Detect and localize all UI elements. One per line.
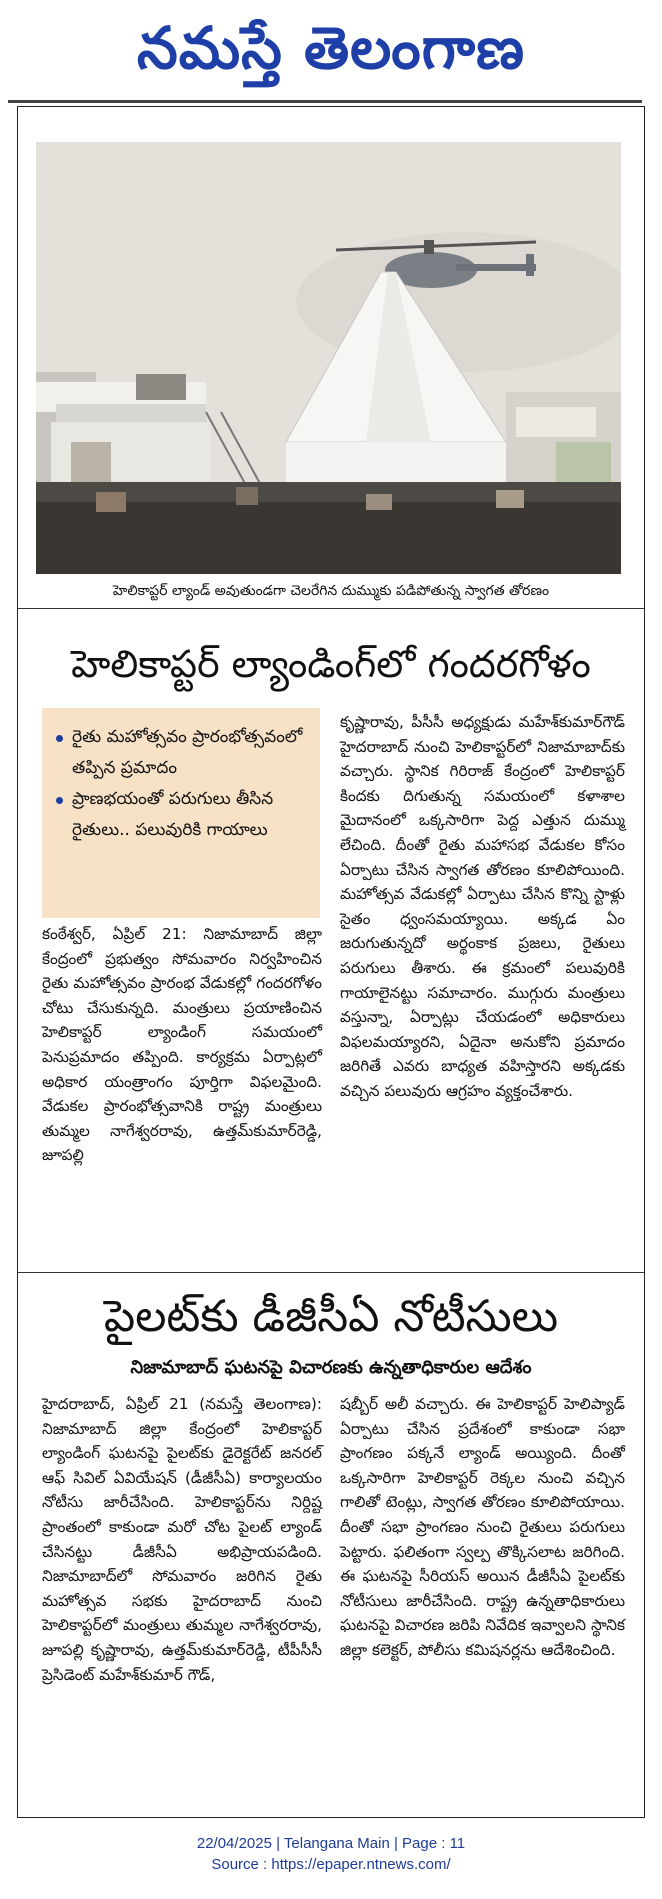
story2-left-column [42,1392,322,1687]
story2-right-text: షబ్బీర్ అలీ వచ్చారు. ఈ హెలికాప్టర్ హెలిప్యాడ్ ఏర్పాటు చేసిన ప్రదేశంలో కాకుండా సభా ప్రాంగణం పక్కనే ల్యాండ్ అయ్యింది. దీంతో ఒక్కసారిగా హెలికాప్టర్ రెక్కల నుంచి వచ్చిన గాలితో టెంట్లు, స్వాగత తోరణం కూలిపోయాయి. దీంతో సభా ప్రాంగణం నుంచి రైతులు పరుగులు పెట్టారు. ఫలితంగా స్వల్ప తొక్కిసలాట జరిగింది. ఈ ఘటనపై సీరియస్ అయిన డీజీసీఏ పైలట్‌కు నోటీసులు జారీచేసింది. రాష్ట్ర ఉన్నతాధికారులు ఘటనపై విచారణ జరిపి నివేదిక ఇవ్వాలని స్థానిక జిల్లా కలెక్టర్, పోలీసు కమిషనర్లను ఆదేశించింది. [340,1395,625,1659]
highlight-item [54,784,310,846]
story1-headline: హెలికాప్టర్ ల్యాండింగ్‌లో గందరగోళం [71,642,591,686]
highlight-text: రైతు మహోత్సవం ప్రారంభోత్సవంలో తప్పిన ప్రమాదం [72,727,303,778]
story2-left-text: హైదరాబాద్, ఏప్రిల్ 21 (నమస్తే తెలంగాణ): నిజామాబాద్ జిల్లా కేంద్రంలో హెలికాప్టర్ ల్యాండింగ్ ఘటనపై పైలట్‌కు డైరెక్టరేట్ జనరల్ ఆఫ్ సివిల్ ఏవియేషన్ (డీజీసీఏ) కార్యాలయం నోటీసు జారీచేసింది. హెలికాప్టర్‌ను నిర్దిష్ట ప్రాంతంలో కాకుండా మరో చోట పైలట్ ల్యాండ్ చేసినట్టు డీజీసీఏ అభిప్రాయపడింది. నిజామాబాద్‌లో సోమవారం జరిగిన రైతు మహోత్సవ సభకు హైదరాబాద్ నుంచి హెలికాప్టర్‌లో మంత్రులు తుమ్మల నాగేశ్వరరావు, జూపల్లి కృష్ణారావు, ఉత్తమ్‌కుమార్‌రెడ్డి, టీపీసీసీ ప్రెసిడెంట్ మహేశ్‌కుమార్ గౌడ్, [42,1395,322,1684]
story2-right-column [340,1392,625,1663]
caption-divider [17,608,645,609]
photo-caption: హెలికాప్టర్ ల్యాండ్ అవుతుండగా చెలరేగిన దుమ్ముకు పడిపోతున్న స్వాగత తోరణం [112,583,550,599]
story1-left-text: కంఠేశ్వర్, ఏప్రిల్ 21: నిజామాబాద్ జిల్లా కేంద్రంలో ప్రభుత్వం సోమవారం నిర్వహించిన రైతు మహోత్సవం ప్రారంభ వేడుకల్లో గందరగోళం చోటు చేసుకున్నది. మంత్రులు ప్రయాణించిన హెలికాప్టర్ ల్యాండింగ్ సమయంలో పెనుప్రమాదం తప్పింది. కార్యక్రమ ఏర్పాట్లలో అధికార యంత్రాంగం పూర్తిగా విఫలమైంది. వేడుకల ప్రారంభోత్సవానికి రాష్ట్ర మంత్రులు తుమ్మల నాగేశ్వరరావు, ఉత్తమ్‌కుమార్‌రెడ్డి, జూపల్లి [42,925,322,1165]
story-divider [17,1272,645,1273]
highlight-text: ప్రాణభయంతో పరుగులు తీసిన రైతులు.. పలువురికి గాయాలు [72,789,274,840]
bullet-icon [56,735,63,742]
page-footer [0,1833,662,1875]
story1-right-column [340,710,625,1104]
bullet-icon [56,797,63,804]
story2-subheadline: నిజామాబాద్ ఘటనపై విచారణకు ఉన్నతాధికారుల ఆదేశం [130,1357,532,1378]
story1-left-column [42,922,322,1168]
story1-right-text: కృష్ణారావు, పీసీసీ అధ్యక్షుడు మహేశ్‌కుమార్‌గౌడ్ హైదరాబాద్ నుంచి హెలికాప్టర్‌లో నిజామాబాద్‌కు వచ్చారు. స్థానిక గిరిరాజ్ కేంద్రంలో హెలికాప్టర్ కిందకు దిగుతున్న సమయంలో కళాశాల మైదానంలో ఒక్కసారిగా పెద్ద ఎత్తున దుమ్ము లేచింది. దీంతో రైతు మహాసభ వేడుకల కోసం ఏర్పాటు చేసిన స్వాగత తోరణం కూలిపోయింది. మహోత్సవ వేడుకల్లో ఏర్పాటు చేసిన కొన్ని స్టాళ్లు సైతం ధ్వంసమయ్యాయి. అక్కడ ఏం జరుగుతున్నదో అర్థంకాక ప్రజలు, రైతులు పరుగులు తీశారు. ఈ క్రమంలో పలువురికి గాయాలైనట్టు సమాచారం. ముగ్గురు మంత్రులు వస్తున్నా, ఏర్పాట్లు చేయడంలో అధికారులు విఫలమయ్యారని, ఏదైనా అనుకోని ప్రమాదం జరిగితే ఎవరు బాధ్యత వహిస్తారని అక్కడకు వచ్చిన పలువురు ఆగ్రహం వ్యక్తంచేశారు. [340,713,625,1100]
story2-headline: పైలట్‌కు డీజీసీఏ నోటీసులు [103,1291,559,1342]
newspaper-logo: నమస్తే తెలంగాణ [137,14,525,82]
helicopter-scene-image [36,142,621,574]
masthead-rule [8,100,642,103]
news-photo [36,142,621,574]
footer-source-link[interactable]: Source : https://epaper.ntnews.com/ [211,1856,451,1873]
footer-edition-info: 22/04/2025 | Telangana Main | Page : 11 [196,1835,466,1852]
highlight-item [54,722,310,784]
masthead [0,0,662,106]
highlights-box [42,708,320,918]
